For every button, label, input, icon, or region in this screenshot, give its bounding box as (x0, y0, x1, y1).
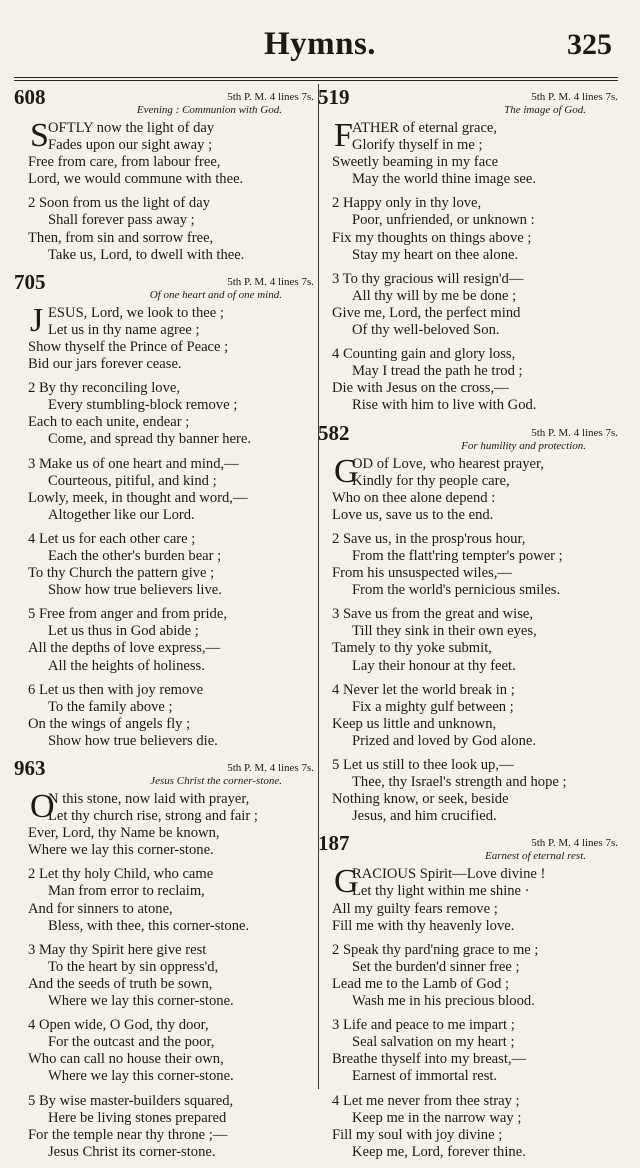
right-column (318, 86, 618, 1168)
stanza (14, 117, 314, 188)
hymn-number: 705 (14, 269, 46, 294)
stanza-line: Lead me to the Lamb of God ; (332, 975, 510, 992)
stanza-line: Lowly, meek, in thought and word,— (28, 489, 248, 506)
stanza-line: Come, and spread thy banner here. (48, 431, 252, 448)
stanza-line: Here be living stones prepared (48, 1109, 227, 1126)
stanza-line: 5 Free from anger and from pride, (28, 606, 227, 623)
stanza-line: On the wings of angels fly ; (28, 715, 191, 732)
stanza (318, 531, 618, 599)
header-rule (14, 77, 618, 81)
stanza-line: Tamely to thy yoke submit, (332, 640, 492, 657)
stanza-line: Man from error to reclaim, (48, 883, 205, 900)
stanza (318, 1093, 618, 1161)
stanza (14, 1017, 314, 1085)
stanza-line: Set the burden'd sinner free ; (352, 958, 520, 975)
stanza-line: Let thy light within me shine · (352, 883, 530, 900)
page-title: Hymns. (263, 26, 377, 62)
stanza-line: Where we lay this corner-stone. (28, 842, 214, 859)
stanza-line: Every stumbling-block remove ; (48, 397, 238, 414)
stanza-line: Then, from sin and sorrow free, (28, 229, 214, 246)
stanza-line: Fill me with thy heavenly love. (332, 917, 515, 934)
stanza-line: Shall forever pass away ; (48, 212, 195, 229)
stanza-line: May I tread the path he trod ; (352, 363, 523, 380)
stanza-line: Give me, Lord, the perfect mind (332, 304, 521, 321)
stanza-line: Free from care, from labour free, (28, 154, 221, 171)
stanza (14, 942, 314, 1010)
stanza-line: Rise with him to live with God. (352, 397, 537, 414)
hymn-subtitle: Jesus Christ the corner-stone. (150, 775, 282, 787)
hymn-heading (318, 420, 618, 445)
hymn-number: 608 (14, 85, 46, 109)
stanza-line: Fix my thoughts on things above ; (332, 229, 532, 246)
hymn-number: 187 (318, 831, 350, 856)
drop-capital: S (30, 117, 49, 154)
hymn-heading (318, 85, 618, 109)
stanza (14, 195, 314, 263)
hymn (14, 271, 314, 750)
stanza (14, 531, 314, 599)
stanza-line: Thee, thy Israel's strength and hope ; (352, 774, 567, 791)
stanza-line: Where we lay this corner-stone. (48, 993, 234, 1010)
stanza-line: Prized and loved by God alone. (352, 732, 536, 749)
stanza (14, 682, 314, 750)
hymn-meter: 5th P. M. 4 lines 7s. (531, 91, 618, 103)
stanza-line: To the heart by sin oppress'd, (48, 958, 219, 975)
hymn-heading (318, 831, 618, 856)
stanza-line: And the seeds of truth be sown, (28, 975, 213, 992)
hymn (318, 86, 618, 415)
stanza (318, 606, 618, 674)
drop-capital: O (30, 788, 55, 825)
stanza-line: 4 Counting gain and glory loss, (332, 346, 516, 363)
page-number: 325 (567, 28, 612, 61)
hymn (14, 86, 314, 264)
stanza-line: Courteous, pitiful, and kind ; (48, 472, 217, 489)
stanza-line: Bless, with thee, this corner-stone. (48, 917, 250, 934)
stanza-line: 2 Happy only in thy love, (332, 195, 482, 212)
stanza (318, 863, 618, 934)
stanza-line: Fades upon our sight away ; (48, 137, 213, 154)
stanza-line: Let us thus in God abide ; (48, 623, 199, 640)
page-header (0, 0, 640, 72)
stanza-line: Breathe thyself into my breast,— (332, 1051, 527, 1068)
stanza-line: 6 Let us then with joy remove (28, 681, 204, 698)
stanza-line: All thy will by me be done ; (352, 287, 517, 304)
stanza-line: Lay their honour at thy feet. (352, 657, 516, 674)
stanza-line: Till they sink in their own eyes, (352, 623, 537, 640)
hymn-subtitle: Of one heart and of one mind. (149, 288, 282, 301)
hymn-heading (14, 85, 314, 109)
stanza-line: Wash me in his precious blood. (352, 993, 535, 1010)
stanza-line: Die with Jesus on the cross,— (332, 380, 509, 397)
stanza-line: All the heights of holiness. (48, 657, 205, 674)
hymn-subtitle: The image of God. (504, 104, 586, 116)
stanza-line: Fill my soul with joy divine ; (332, 1126, 503, 1143)
stanza-line: 5 Let us still to thee look up,— (332, 757, 514, 773)
stanza (318, 346, 618, 414)
stanza-line: 2 Speak thy pard'ning grace to me ; (332, 941, 539, 958)
hymn-meter: 5th P. M. 4 lines 7s. (531, 426, 618, 439)
hymn-subtitle: For humility and protection. (461, 439, 586, 452)
stanza-line: 3 Save us from the great and wise, (332, 606, 534, 623)
hymn-heading (14, 756, 314, 780)
stanza (14, 456, 314, 524)
hymn-meter: 5th P. M. 4 lines 7s. (531, 837, 618, 850)
stanza-line: Each to each unite, endear ; (28, 414, 190, 431)
stanza-line: All the depths of love express,— (28, 640, 221, 657)
stanza (14, 606, 314, 674)
stanza-line: From his unsuspected wiles,— (332, 565, 512, 582)
stanza-line: Show how true believers die. (48, 732, 218, 749)
stanza (318, 942, 618, 1010)
stanza-line: 4 Never let the world break in ; (332, 681, 515, 698)
hymn-subtitle: Evening : Communion with God. (136, 104, 282, 116)
drop-capital: J (30, 301, 44, 339)
stanza (14, 866, 314, 934)
drop-capital: G (334, 452, 359, 490)
hymn-number: 963 (14, 756, 46, 780)
stanza-line: 3 May thy Spirit here give rest (28, 941, 207, 958)
stanza-line: For the temple near thy throne ;— (28, 1126, 228, 1143)
stanza-line: Who on thee alone depend : (332, 489, 496, 506)
stanza-line: 4 Let me never from thee stray ; (332, 1092, 520, 1109)
line-text: ESUS, Lord, we look to thee ; (48, 304, 224, 321)
stanza-line: Ever, Lord, thy Name be known, (28, 825, 220, 842)
stanza-line: 2 By thy reconciling love, (28, 380, 180, 397)
stanza-line: Lord, we would commune with thee. (28, 171, 244, 188)
drop-capital: G (334, 863, 359, 901)
stanza-line: Keep us little and unknown, (332, 715, 497, 732)
stanza-line: Seal salvation on my heart ; (352, 1034, 515, 1051)
stanza-line: Keep me, Lord, forever thine. (352, 1143, 526, 1160)
stanza (14, 1093, 314, 1161)
stanza-line: 2 Soon from us the light of day (28, 195, 211, 212)
stanza-line: Let thy church rise, strong and fair ; (48, 808, 258, 825)
stanza-line: Show thyself the Prince of Peace ; (28, 338, 229, 355)
stanza-line: Fix a mighty gulf between ; (352, 698, 514, 715)
stanza-line: All my guilty fears remove ; (332, 900, 498, 917)
stanza-line: Let us in thy name agree ; (48, 321, 200, 338)
stanza-line: Stay my heart on thee alone. (352, 246, 519, 263)
stanza (318, 452, 618, 524)
line-text: N this stone, now laid with prayer, (48, 791, 250, 807)
stanza-line: Jesus Christ its corner-stone. (48, 1143, 216, 1160)
hymn (318, 832, 618, 1161)
line-text: RACIOUS Spirit—Love divine ! (352, 866, 546, 883)
hymn-subtitle: Earnest of eternal rest. (484, 850, 586, 863)
drop-capital: F (334, 117, 353, 154)
stanza (318, 1017, 618, 1085)
stanza-line: Where we lay this corner-stone. (48, 1068, 234, 1085)
stanza-line: To thy Church the pattern give ; (28, 565, 215, 582)
stanza-line: 2 Save us, in the prosp'rous hour, (332, 530, 526, 547)
hymn-heading (14, 269, 314, 294)
stanza-line: Keep me in the narrow way ; (352, 1109, 522, 1126)
line-text: OD of Love, who hearest prayer, (352, 455, 544, 472)
stanza-line: 3 Life and peace to me impart ; (332, 1017, 515, 1034)
stanza (318, 271, 618, 339)
stanza (318, 757, 618, 825)
hymn-number: 519 (318, 85, 350, 109)
left-column (14, 86, 314, 1168)
stanza-line: 3 Make us of one heart and mind,— (28, 455, 239, 472)
stanza (318, 195, 618, 263)
stanza-line: Bid our jars forever cease. (28, 356, 182, 373)
stanza-line: Altogether like our Lord. (48, 506, 195, 523)
hymn (14, 757, 314, 1161)
stanza-line: 3 To thy gracious will resign'd— (332, 270, 524, 287)
stanza-line: 2 Let thy holy Child, who came (28, 866, 214, 883)
stanza-line: Glorify thyself in me ; (352, 137, 483, 154)
stanza (318, 117, 618, 188)
stanza (14, 301, 314, 373)
stanza-line: Of thy well-beloved Son. (352, 322, 500, 339)
hymn-meter: 5th P. M. 4 lines 7s. (227, 275, 314, 288)
hymn-meter: 5th P. M. 4 lines 7s. (227, 91, 314, 103)
stanza-line: Take us, Lord, to dwell with thee. (48, 246, 245, 263)
stanza-line: Who can call no house their own, (28, 1051, 224, 1068)
stanza-line: Earnest of immortal rest. (352, 1068, 498, 1085)
stanza-line: Love us, save us to the end. (332, 506, 494, 523)
stanza-line: Show how true believers live. (48, 582, 222, 599)
line-text: OFTLY now the light of day (48, 120, 215, 136)
line-text: ATHER of eternal grace, (352, 120, 498, 136)
stanza-line: Sweetly beaming in my face (332, 154, 499, 171)
hymn (318, 422, 618, 826)
stanza-line: Jesus, and him crucified. (352, 808, 497, 825)
stanza-line: From the flatt'ring tempter's power ; (352, 547, 563, 564)
stanza (14, 788, 314, 859)
stanza-line: Kindly for thy people care, (352, 472, 510, 489)
stanza-line: 4 Let us for each other care ; (28, 530, 196, 547)
stanza-line: For the outcast and the poor, (48, 1034, 215, 1051)
stanza-line: May the world thine image see. (352, 171, 536, 188)
stanza-line: 5 By wise master-builders squared, (28, 1092, 234, 1109)
stanza-line: Nothing know, or seek, beside (332, 791, 509, 808)
stanza-line: To the family above ; (48, 698, 173, 715)
stanza-line: And for sinners to atone, (28, 900, 173, 917)
hymn-number: 582 (318, 420, 350, 445)
hymn-meter: 5th P. M. 4 lines 7s. (227, 762, 314, 774)
stanza-line: Poor, unfriended, or unknown : (352, 212, 535, 229)
stanza-line: Each the other's burden bear ; (48, 547, 222, 564)
stanza (318, 682, 618, 750)
stanza-line: 4 Open wide, O God, thy door, (28, 1017, 209, 1034)
stanza (14, 380, 314, 448)
stanza-line: From the world's pernicious smiles. (352, 582, 561, 599)
